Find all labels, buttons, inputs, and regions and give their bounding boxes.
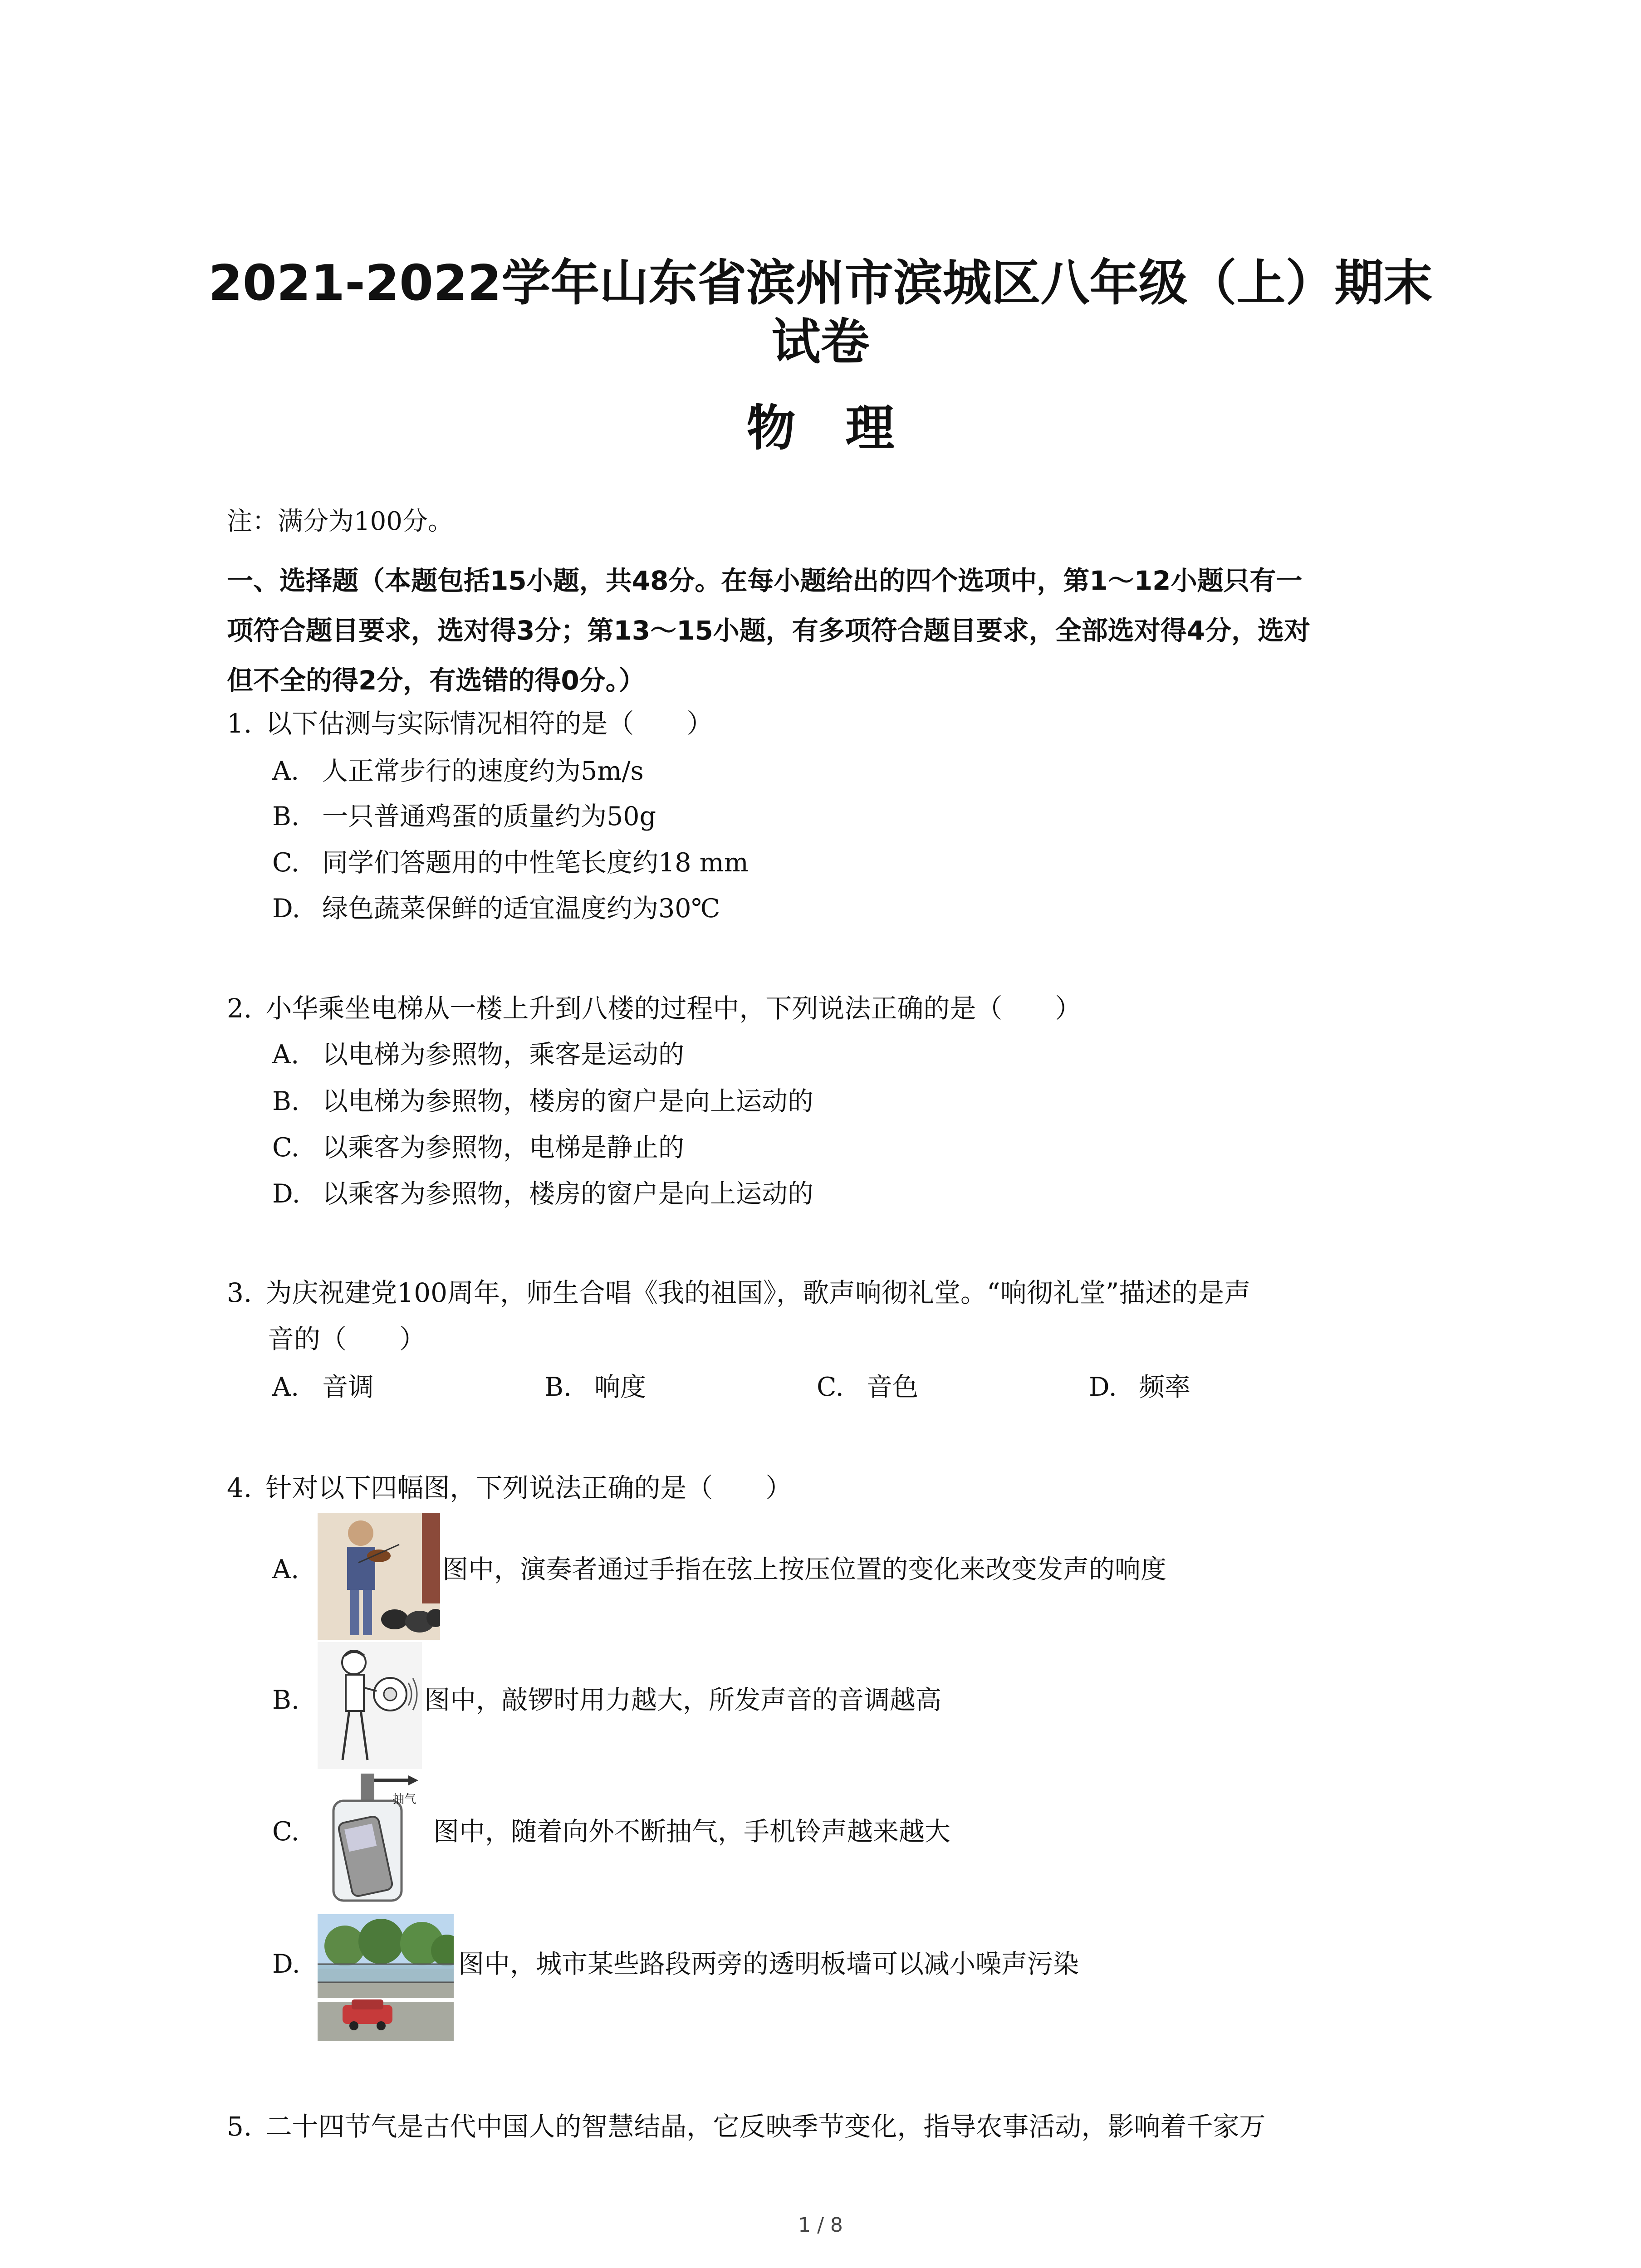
violinist-figure: [318, 1513, 440, 1640]
question-text: 为庆祝建党100周年，师生合唱《我的祖国》，歌声响彻礼堂。“响彻礼堂”描述的是声: [265, 1277, 1251, 1308]
question-number: 1.: [227, 708, 252, 739]
score-note: 注：满分为100分。: [227, 507, 453, 536]
question-number: 2.: [227, 993, 252, 1024]
question-1-option-b: B. 一只普通鸡蛋的质量约为50g: [272, 802, 656, 831]
section-heading: [227, 556, 1452, 705]
section-heading-line: 项符合题目要求，选对得3分；第13～15小题，有多项符合题目要求，全部选对得4分，选对: [227, 615, 1311, 646]
question-3-option-c: C. 音色: [817, 1372, 918, 1402]
question-4-option-b-text: 图中，敲锣时用力越大，所发声音的音调越高: [424, 1685, 941, 1715]
question-number: 4.: [227, 1472, 252, 1503]
bell-jar-phone-figure: [318, 1769, 431, 1905]
question-4-option-b-letter: B.: [272, 1685, 300, 1715]
question-3-option-a: A. 音调: [272, 1372, 374, 1402]
question-5-stem: [227, 2108, 1265, 2145]
question-4-option-a-text: 图中，演奏者通过手指在弦上按压位置的变化来改变发声的响度: [442, 1554, 1166, 1584]
exam-title-line1: 2021-2022学年山东省滨州市滨城区八年级（上）期末: [208, 255, 1433, 312]
question-1-option-d: D. 绿色蔬菜保鲜的适宜温度约为30℃: [272, 894, 720, 924]
question-number: 3.: [227, 1277, 252, 1308]
question-text: 二十四节气是古代中国人的智慧结晶，它反映季节变化，指导农事活动，影响着千家万: [265, 2111, 1266, 2142]
question-4-option-d-text: 图中，城市某些路段两旁的透明板墙可以减小噪声污染: [458, 1949, 1079, 1979]
question-2-option-b: B. 以电梯为参照物，楼房的窗户是向上运动的: [272, 1086, 813, 1116]
question-3-stem-continued: 音的（ ）: [268, 1324, 426, 1354]
question-4-option-a-letter: A.: [272, 1554, 299, 1584]
exam-title-line2: 试卷: [771, 314, 870, 371]
question-text: 以下估测与实际情况相符的是（ ）: [265, 708, 713, 739]
question-4-option-c-letter: C.: [272, 1817, 299, 1847]
question-3-option-d: D. 频率: [1089, 1372, 1190, 1402]
page-number: 1 / 8: [798, 2214, 843, 2237]
question-3-stem: [227, 1275, 1250, 1311]
question-1-option-c: C. 同学们答题用的中性笔长度约18 mm: [272, 848, 749, 878]
question-2-option-d: D. 以乘客为参照物，楼房的窗户是向上运动的: [272, 1179, 813, 1209]
question-4-option-d-letter: D.: [272, 1949, 300, 1979]
question-4-option-c-text: 图中，随着向外不断抽气，手机铃声越来越大: [433, 1817, 950, 1847]
section-heading-line: 但不全的得2分，有选错的得0分。）: [227, 665, 645, 696]
question-1-stem: [227, 705, 713, 742]
question-number: 5.: [227, 2111, 252, 2142]
question-2-stem: [227, 990, 1081, 1026]
figure-label: 抽气: [392, 1793, 416, 1806]
subject-title: 物理: [746, 400, 945, 457]
question-2-option-c: C. 以乘客为参照物，电梯是静止的: [272, 1133, 684, 1163]
question-text: 针对以下四幅图，下列说法正确的是（ ）: [265, 1472, 792, 1503]
question-2-option-a: A. 以电梯为参照物，乘客是运动的: [272, 1040, 684, 1070]
question-text: 小华乘坐电梯从一楼上升到八楼的过程中，下列说法正确的是（ ）: [265, 993, 1082, 1024]
question-1-option-a: A. 人正常步行的速度约为5m/s: [272, 756, 644, 786]
gong-figure: [318, 1642, 422, 1769]
road-barrier-figure: [318, 1914, 454, 2041]
question-3-option-b: B. 响度: [544, 1372, 646, 1402]
section-heading-line: 一、选择题（本题包括15小题，共48分。在每小题给出的四个选项中，第1～12小题只有一: [227, 565, 1303, 596]
question-4-stem: [227, 1470, 792, 1506]
